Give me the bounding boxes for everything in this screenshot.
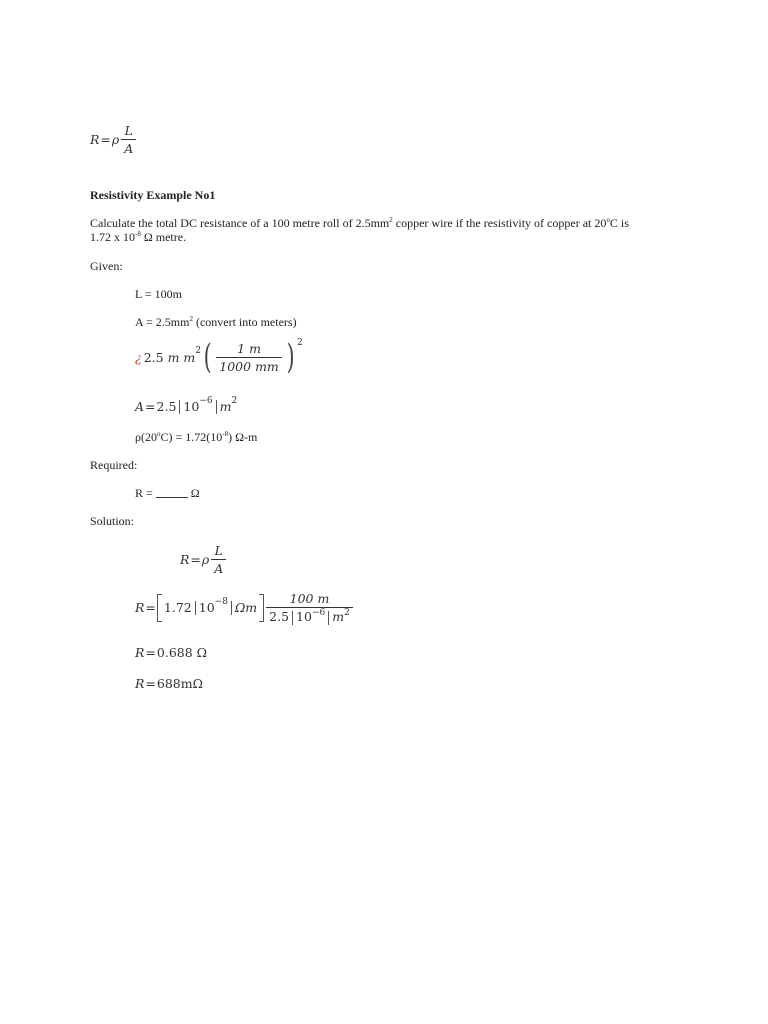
res1-value: 0.688 Ω [156,645,208,660]
res1-equals: = [145,645,156,660]
sub-equals: = [145,600,156,616]
solution-result-ohm [135,645,207,660]
area-conversion: ¿ 2.5 m m 2 ( $\frac{1 m}{1000 mm}$ ) 2 [135,337,303,377]
required-unit: Ω [190,486,200,500]
conversion-fraction [216,341,282,374]
rho-text-1: ρ(20 [135,430,157,444]
res2-r: R [135,676,145,691]
sol-equals: = [190,552,201,567]
sub-den-value: 2.5 [269,609,290,624]
sol-rho: ρ [201,552,210,567]
area-unit: m [219,399,232,414]
right-paren: ) [286,337,295,377]
rho-degree: o [156,430,161,438]
area-value: 2.5 [156,399,177,414]
given-area-sup: 2 [189,315,193,323]
res2-equals: = [145,676,156,691]
rho-text-2: C) = 1.72(10 [160,430,223,444]
sub-den-sq: 2 [344,608,350,618]
unknown-char: ¿ [135,349,142,365]
sub-den-bar-left [292,611,293,625]
problem-sup-1: 2 [389,216,393,224]
sub-den-ten: 10 [296,609,312,624]
given-area [135,315,297,330]
sub-den-exponent: −6 [311,608,326,618]
conv-value: 2.5 [143,349,164,365]
solution-label: Solution: [90,514,135,528]
sol-r: R [180,552,190,567]
sub-ten: 10 [198,600,215,616]
sol-fraction [211,543,226,576]
required-blank [156,487,188,498]
solution-result-milliohm [135,676,203,691]
res2-value: 688mΩ [156,676,203,691]
sub-r: R [135,600,145,616]
numerator-l: L [124,123,133,138]
sub-den-unit: m [332,609,345,624]
area-result: A = 2.5 10 −6 m 2 [135,395,238,414]
bracket-left [157,594,162,622]
example-heading: Resistivity Example No1 [90,188,216,202]
required-label: Required: [90,458,138,472]
given-resistivity [135,430,257,445]
sub-bar-left [195,601,196,615]
fraction-l-over-a [121,123,136,156]
solution-formula [180,543,228,576]
abs-bar-left [179,400,180,414]
problem-statement [90,216,670,244]
required-left: R = [135,486,153,500]
problem-text-4: 1.72 x 10 [90,230,135,244]
sub-den-bar-right [328,611,329,625]
sol-numerator: L [214,543,223,558]
given-area-note: (convert into meters) [192,315,297,329]
rho-text-3: ) Ω-m [228,430,258,444]
formula-equals: = [100,132,111,147]
denominator-a: A [121,139,136,156]
sub-numerator: 100 m [289,591,330,606]
sub-unit: Ωm [234,600,258,616]
given-length: L = 100m [135,287,182,301]
solution-substitution: R = 1.72 10 −8 Ωm $\frac{100 m}{2.5 10^{-6} m^2}$ [135,591,355,625]
area-ten: 10 [183,399,200,414]
problem-sup-2: -8 [135,230,141,238]
rho-sup: -8 [222,430,229,438]
area-symbol: A [135,399,145,414]
problem-text-2: copper wire if the resistivity of copper at 20 [392,216,607,230]
bracket-right [259,594,264,622]
conv-denominator: 1000 mm [216,357,282,374]
problem-degree: o [606,216,610,224]
problem-text-5: Ω metre. [140,230,187,244]
sol-denominator: A [211,559,226,576]
formula-rho: ρ [111,132,120,147]
sub-denominator [266,607,353,625]
given-label: Given: [90,259,123,273]
area-equals: = [145,399,156,414]
sub-rho-value: 1.72 [163,600,192,616]
sub-bar-right [231,601,232,615]
sub-fraction [266,591,353,625]
formula-r: R [90,132,100,147]
given-area-text: A = 2.5mm [135,315,190,329]
left-paren: ( [203,337,212,377]
abs-bar-right [216,400,217,414]
res1-r: R [135,645,145,660]
required-r [135,486,200,501]
problem-text-3: C is [609,216,629,230]
problem-text-1: Calculate the total DC resistance of a 100 metre roll of 2.5mm [90,216,390,230]
resistance-formula-top [90,123,138,156]
conv-numerator: 1 m [237,340,261,356]
conv-unit: m m [167,349,196,365]
